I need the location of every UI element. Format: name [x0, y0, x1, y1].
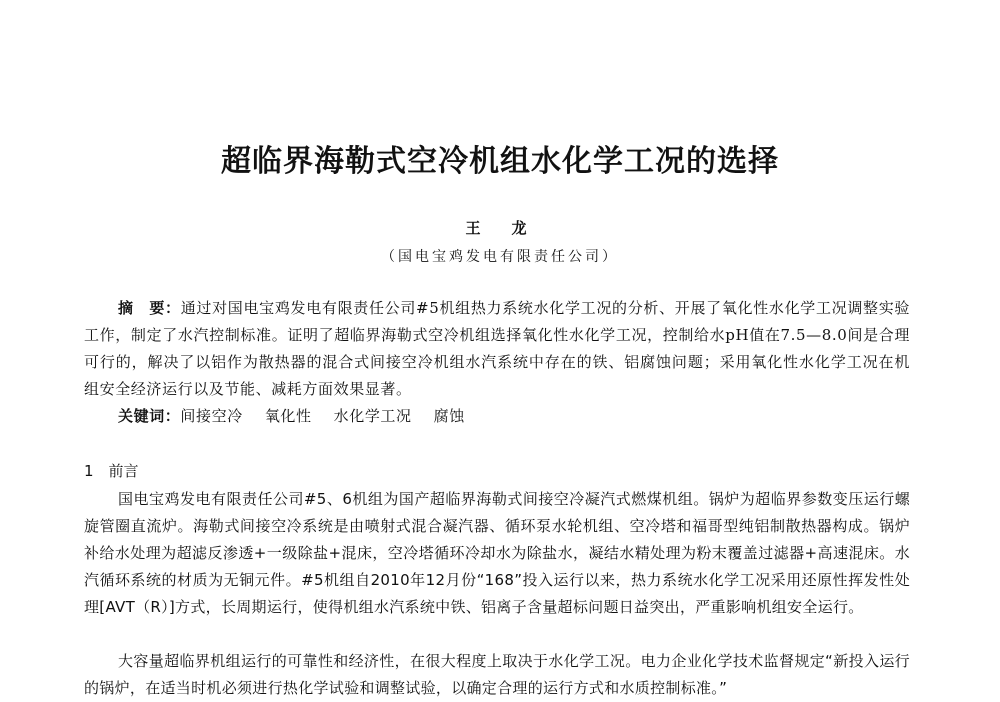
- keyword: 间接空冷: [180, 407, 243, 425]
- section-heading-introduction: 1 前言: [84, 462, 139, 480]
- keywords-label: 关键词：: [118, 407, 181, 425]
- paper-title: 超临界海勒式空冷机组水化学工况的选择: [221, 144, 779, 179]
- keyword: 腐蚀: [433, 407, 465, 425]
- keywords: [118, 403, 910, 430]
- abstract-label: 摘 要：: [118, 299, 181, 317]
- author-affiliation: （国电宝鸡发电有限责任公司）: [381, 249, 619, 265]
- body-paragraph: 大容量超临界机组运行的可靠性和经济性，在很大程度上取决于水化学工况。电力企业化学技术监督规定“新投入运行的锅炉，在适当时机必须进行热化学试验和调整试验，以确定合理的运行方式和水质控制标准。”: [84, 652, 910, 697]
- abstract-text: 通过对国电宝鸡发电有限责任公司#5机组热力系统水化学工况的分析、开展了氧化性水化学工况调整实验工作，制定了水汽控制标准。证明了超临界海勒式空冷机组选择氧化性水化学工况，控制给水pH值在7.5—8.0间是合理可行的，解决了以铝作为散热器的混合式间接空冷机组水汽系统中存在的铁、铝腐蚀问题；采用氧化性水化学工况在机组安全经济运行以及节能、减耗方面效果显著。: [84, 299, 910, 398]
- body-paragraph: 国电宝鸡发电有限责任公司#5、6机组为国产超临界海勒式间接空冷凝汽式燃煤机组。锅炉为超临界参数变压运行螺旋管圈直流炉。海勒式间接空冷系统是由喷射式混合凝汽器、循环泵水轮机组、空冷塔和福哥型纯铝制散热器构成。锅炉补给水处理为超滤反渗透+一级除盐+混床，空冷塔循环冷却水为除盐水，凝结水精处理为粉末覆盖过滤器+高速混床。水汽循环系统的材质为无铜元件。#5机组自2010年12月份“168”投入运行以来，热力系统水化学工况采用还原性挥发性处理[AVT（R）]方式，长周期运行，使得机组水汽系统中铁、铝离子含量超标问题日益突出，严重影响机组安全运行。: [84, 490, 910, 616]
- abstract: [84, 295, 910, 403]
- keyword: 水化学工况: [333, 407, 412, 425]
- keyword: 氧化性: [264, 407, 312, 425]
- author-name: 王 龙: [465, 219, 535, 237]
